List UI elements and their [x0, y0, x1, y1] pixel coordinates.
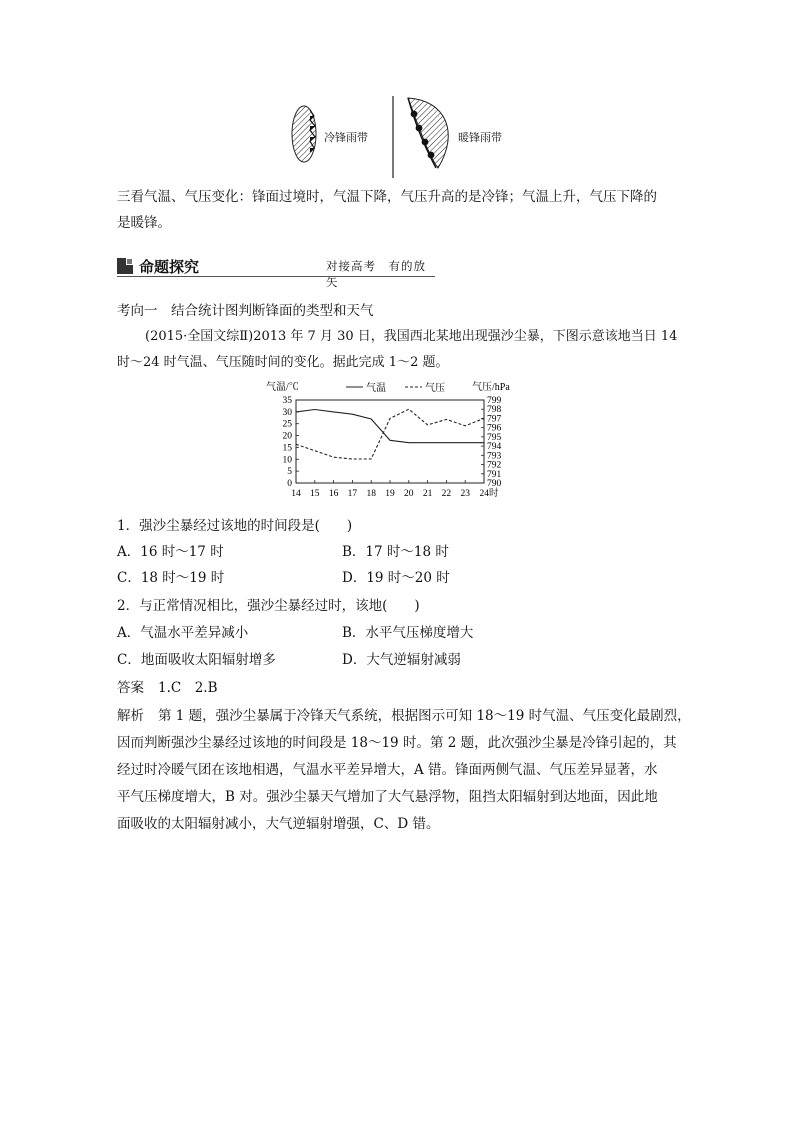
x-tick-label: 17 — [347, 489, 358, 499]
right-tick-label: 795 — [487, 432, 502, 443]
right-tick-label: 790 — [487, 479, 502, 489]
left-tick-label: 30 — [282, 407, 292, 418]
q1-option-d: D．19 时～20 时 — [342, 570, 450, 586]
plot-frame — [296, 400, 484, 483]
left-tick-label: 25 — [282, 419, 292, 430]
right-tick-label: 791 — [487, 469, 502, 480]
x-tick-label: 24时 — [479, 489, 499, 499]
right-tick-label: 792 — [487, 460, 502, 471]
left-tick-label: 20 — [282, 431, 292, 442]
right-tick-label: 797 — [487, 414, 502, 425]
right-tick-label: 794 — [487, 442, 502, 453]
left-axis-label: 气温/℃ — [266, 382, 299, 393]
warm-front-rain-band — [408, 98, 448, 168]
right-tick-label: 798 — [487, 405, 502, 416]
q1-option-a: A．16 时～17 时 — [117, 544, 224, 560]
x-tick-label: 15 — [310, 489, 320, 499]
x-tick-label: 18 — [366, 489, 376, 499]
x-tick-label: 20 — [404, 489, 414, 499]
warm-front-label: 暖锋雨带 — [458, 131, 502, 144]
topic-label: 考向一 结合统计图判断锋面的类型和天气 — [117, 303, 374, 319]
q1-option-b: B．17 时～18 时 — [342, 544, 449, 560]
answer-row — [117, 676, 218, 696]
right-tick-label: 796 — [487, 423, 502, 434]
left-tick-label: 15 — [282, 443, 292, 454]
intro-line-2: 是暖锋。 — [117, 215, 171, 231]
fronts-figure — [280, 92, 510, 182]
x-tick-label: 19 — [385, 489, 395, 499]
pressure-line — [296, 409, 484, 459]
analysis-label: 解析 — [117, 708, 144, 724]
section-header — [117, 255, 435, 289]
right-tick-label: 793 — [487, 451, 502, 462]
q1-option-c: C．18 时～19 时 — [117, 570, 225, 586]
legend-pressure-label: 气压 — [425, 383, 445, 394]
intro-line-1: 三看气温、气压变化：锋面过境时，气温下降，气压升高的是冷锋；气温上升，气压下降的 — [117, 189, 657, 205]
question-intro-line-1: (2015·全国文综Ⅱ)2013 年 7 月 30 日，我国西北某地出现强沙尘暴，下图示意该地当日 14 — [145, 329, 678, 344]
q2-option-c: C．地面吸收太阳辐射增多 — [117, 652, 276, 668]
q2-option-d: D．大气逆辐射减弱 — [342, 652, 461, 668]
x-tick-label: 23 — [460, 489, 470, 499]
q2-stem: 2．与正常情况相比，强沙尘暴经过时，该地( ) — [117, 598, 420, 614]
section-square-icon — [117, 258, 133, 274]
x-tick-label: 22 — [441, 489, 452, 499]
cold-front-label: 冷锋雨带 — [324, 131, 368, 144]
analysis-line-1 — [117, 704, 691, 724]
x-tick-label: 16 — [328, 489, 339, 499]
analysis-line-3: 经过时冷暖气团在该地相遇，气温水平差异增大，A 错。锋面两侧气温、气压差异显著，水 — [117, 762, 658, 778]
left-tick-label: 10 — [282, 455, 292, 466]
analysis-line-2: 因而判断强沙尘暴经过该地的时间段是 18～19 时。第 2 题，此次强沙尘暴是冷锋引起的，其 — [117, 735, 677, 751]
left-tick-label: 35 — [282, 396, 292, 406]
analysis-line-5: 面吸收的太阳辐射减小，大气逆辐射增强，C、D 错。 — [117, 816, 440, 832]
left-tick-label: 5 — [287, 467, 292, 478]
q1-stem: 1．强沙尘暴经过该地的时间段是( ) — [117, 518, 353, 534]
temperature-line — [296, 410, 484, 443]
legend-temp-label: 气温 — [366, 383, 386, 394]
x-tick-label: 21 — [422, 489, 433, 499]
left-tick-label: 0 — [287, 479, 292, 489]
section-subtitle: 对接高考 有的放矢 — [326, 259, 426, 289]
section-title: 命题探究 — [139, 258, 200, 276]
answer-value: 1.C 2.B — [158, 680, 218, 696]
cold-front-rain-band — [292, 106, 316, 162]
q2-option-a: A．气温水平差异减小 — [117, 625, 249, 641]
x-tick-label: 14 — [291, 489, 301, 499]
right-tick-label: 799 — [487, 396, 502, 406]
right-axis-label: 气压/hPa — [472, 382, 510, 393]
chart-svg — [262, 378, 532, 503]
analysis-line-4: 平气压梯度增大，B 对。强沙尘暴天气增加了大气悬浮物，阻挡太阳辐射到达地面，因此地 — [117, 789, 658, 805]
answer-label: 答案 — [117, 680, 144, 696]
section-rule — [117, 276, 435, 277]
temp-pressure-chart — [262, 378, 532, 503]
analysis-text-1: 第 1 题，强沙尘暴属于冷锋天气系统，根据图示可知 18～19 时气温、气压变化最剧烈， — [158, 708, 691, 724]
q2-option-b: B．水平气压梯度增大 — [342, 625, 474, 641]
question-intro-line-2: 时～24 时气温、气压随时间的变化。据此完成 1～2 题。 — [117, 355, 449, 370]
